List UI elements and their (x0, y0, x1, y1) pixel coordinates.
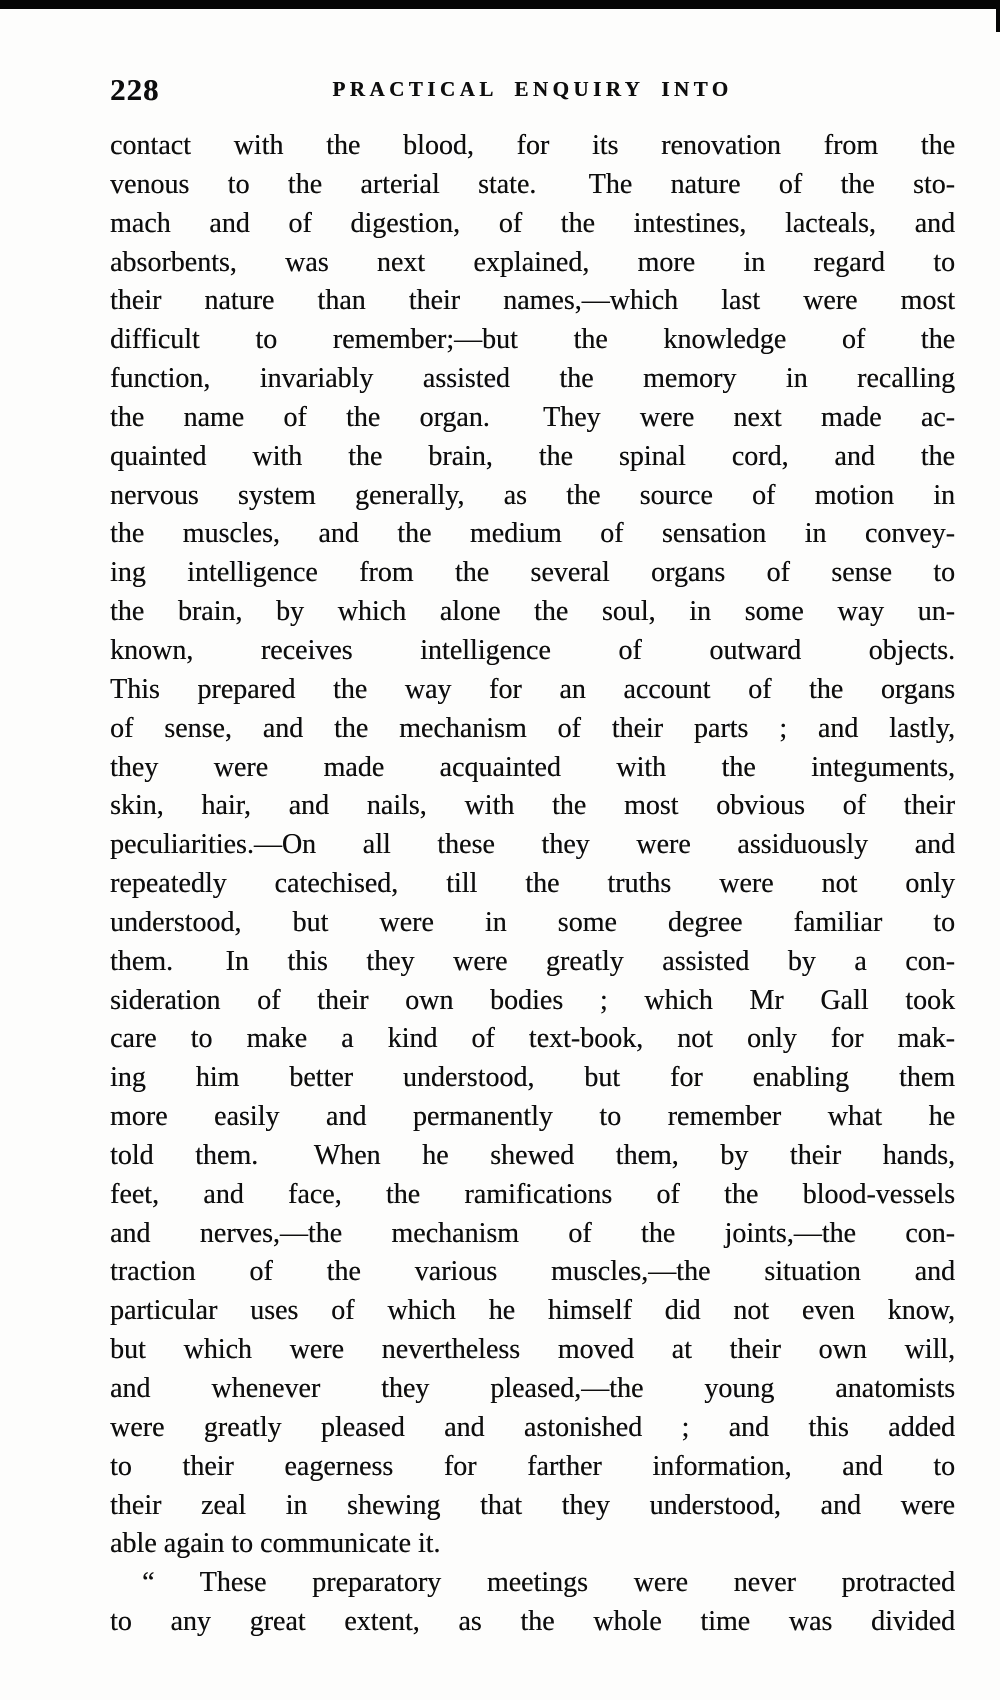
scan-edge-top-bar (0, 0, 1000, 9)
text-line: more easily and permanently to remember what he (110, 1101, 955, 1133)
text-line: traction of the various muscles,—the situation and (110, 1256, 955, 1288)
text-line: nervous system generally, as the source of motion in (110, 479, 955, 511)
text-line: known, receives intelligence of outward objects. (110, 634, 955, 666)
text-line: the name of the organ. They were next made ac- (110, 401, 955, 433)
running-title: PRACTICAL ENQUIRY INTO (332, 77, 733, 101)
text-line: their zeal in shewing that they understood, and were (110, 1489, 955, 1521)
text-line: particular uses of which he himself did not even know, (110, 1295, 955, 1327)
text-line: the brain, by which alone the soul, in some way un- (110, 596, 955, 628)
text-line: venous to the arterial state. The nature of the sto- (110, 168, 955, 200)
text-line: ing him better understood, but for enabling them (110, 1062, 955, 1094)
body-text (110, 127, 955, 1642)
text-line: function, invariably assisted the memory in recalling (110, 363, 955, 395)
text-line: told them. When he shewed them, by their hands, (110, 1139, 955, 1171)
text-line: peculiarities.—On all these they were assiduously and (110, 829, 955, 861)
text-line: the muscles, and the medium of sensation in convey- (110, 518, 955, 550)
text-line: and nerves,—the mechanism of the joints,—the con- (110, 1217, 955, 1249)
text-line: and whenever they pleased,—the young anatomists (110, 1373, 955, 1404)
text-line: This prepared the way for an account of the organs (110, 673, 955, 705)
text-line: but which were nevertheless moved at their own will, (110, 1334, 955, 1366)
text-line: sideration of their own bodies ; which Mr Gall took (110, 984, 955, 1016)
text-line: “ These preparatory meetings were never protracted (142, 1567, 955, 1599)
text-line: care to make a kind of text-book, not only for mak- (110, 1023, 955, 1055)
text-line: difficult to remember;—but the knowledge of the (110, 324, 955, 356)
text-line: ing intelligence from the several organs of sense to (110, 557, 955, 589)
page-header (110, 72, 955, 108)
text-line: were greatly pleased and astonished ; and this added (110, 1411, 955, 1443)
text-line: to any great extent, as the whole time was divided (110, 1606, 955, 1638)
text-line: skin, hair, and nails, with the most obvious of their (110, 790, 955, 822)
text-line: their nature than their names,—which last were most (110, 285, 955, 317)
text-line: to their eagerness for farther information, and to (110, 1450, 955, 1482)
text-line: able again to communicate it. (110, 1528, 441, 1560)
text-line: quainted with the brain, the spinal cord, and the (110, 440, 955, 472)
text-line: of sense, and the mechanism of their parts ; and lastly, (110, 712, 955, 744)
text-line: feet, and face, the ramifications of the blood-vessels (110, 1178, 955, 1210)
text-line: mach and of digestion, of the intestines, lacteals, and (110, 207, 955, 239)
text-line: understood, but were in some degree familiar to (110, 906, 955, 938)
text-line: repeatedly catechised, till the truths were not only (110, 868, 955, 900)
page-number: 228 (110, 72, 160, 107)
text-line: they were made acquainted with the integuments, (110, 751, 955, 783)
text-line: absorbents, was next explained, more in regard to (110, 246, 955, 278)
scan-edge-right-mark (996, 9, 1000, 32)
text-line: contact with the blood, for its renovation from the (110, 130, 955, 161)
text-line: them. In this they were greatly assisted by a con- (110, 945, 955, 977)
